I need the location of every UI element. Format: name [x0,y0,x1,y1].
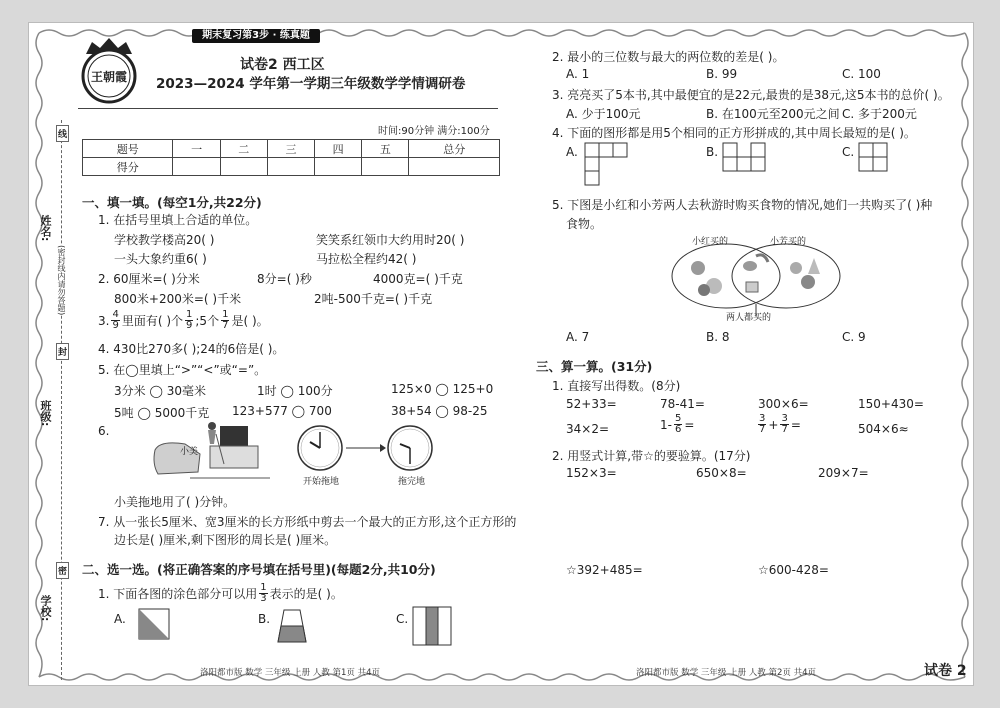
pentomino-a [584,142,630,188]
s2-q5a: 5. 下图是小红和小芳两人去秋游时购买食物的情况,她们一共购买了( )种 [552,198,933,212]
s1-q1d: 马拉松全程约42( ) [316,252,417,266]
shape-c [412,606,452,646]
s2-q4-opt-b[interactable]: B. [706,145,719,159]
time-info: 时间:90分钟 满分:100分 [378,126,490,137]
venn-label-hong: 小红买的 [692,237,729,247]
s1-q7a: 7. 从一张长5厘米、宽3厘米的长方形纸中剪去一个最大的正方形,这个正方形的 [98,515,517,529]
score-input[interactable] [220,158,267,176]
name-label: 姓名: [39,215,52,242]
s2-q5-opt-a[interactable]: A. 7 [566,330,590,344]
s2-q5b: 食物。 [566,217,603,231]
footer-right: 洛阳都市版 数学 三年级 上册 人教 第2页 共4页 [636,668,817,678]
s2-q1-opt-a[interactable]: A. [114,612,126,626]
score-table [82,139,500,176]
s2-q2-opt-c[interactable]: C. 100 [842,67,881,81]
score-cell: 五 [362,140,409,158]
s1-q4: 4. 430比270多( );24的6倍是( )。 [98,342,285,356]
s2-q1-post: 表示的是( )。 [269,587,343,601]
s1-q2d: 800米+200米=( )千米 [114,292,242,306]
s3-q2: 2. 用竖式计算,带☆的要验算。(17分) [552,449,751,463]
section3-title: 三、算一算。(31分) [536,359,653,374]
score-cell: 总分 [409,140,500,158]
seal-note: (密封线内请勿答题) [57,245,66,316]
s1-q5e: 123+577 ◯ 700 [232,404,332,418]
seal-char-secret: 密 [56,562,69,579]
calc-item: 78-41= [660,397,705,411]
fraction-1-3: $\frac{1}{3}$ [260,582,267,604]
vertical-calc-item: 152×3= [566,466,617,480]
s2-q5-opt-b[interactable]: B. 8 [706,330,730,344]
calc-item: 150+430= [858,397,924,411]
school-label: 学校: [39,595,52,622]
seal-char-seal: 封 [56,343,69,360]
s2-q3-opt-b[interactable]: B. 在100元至200元之间 [706,107,840,121]
seal-line [61,120,62,680]
q3-text2: ;5个 [195,314,220,328]
paper-subtitle: 2023—2024 学年第一学期三年级数学学情调研卷 [156,76,466,92]
s2-q1-pre: 1. 下面各图的涂色部分可以用 [98,587,258,601]
s1-q1a: 学校教学楼高20( ) [114,233,215,247]
girl-name: 小美 [180,447,199,457]
header-rule [78,108,498,109]
score-row [83,158,500,176]
score-cell: 二 [220,140,267,158]
calc-item: 300×6= [758,397,809,411]
s1-q5d: 5吨 ◯ 5000千克 [114,406,210,420]
s1-q6-text: 小美拖地用了( )分钟。 [114,495,236,509]
s1-q6: 6. [98,424,110,438]
fraction-1-9: $\frac{1}{9}$ [186,309,193,331]
s2-q4-opt-a[interactable]: A. [566,145,578,159]
vertical-calc-item: ☆600-428= [758,563,829,577]
s1-q5f: 38+54 ◯ 98-25 [391,404,488,418]
s1-q2c: 4000克=( )千克 [373,272,463,286]
s1-q2b: 8分=( )秒 [257,272,312,286]
calc-item-fraction-plus: $\frac{3}{7}$ + $\frac{3}{7}$ = [759,413,801,435]
vertical-calc-item: 209×7= [818,466,869,480]
paper-badge: 试卷 2 [924,663,967,679]
publisher-logo [78,36,140,106]
s2-q5-opt-c[interactable]: C. 9 [842,330,866,344]
q3-text1: 里面有( )个 [121,314,184,328]
venn-label-fang: 小芳买的 [770,237,807,247]
logo-text: 王朝霞 [90,70,128,84]
s1-q2a: 2. 60厘米=( )分米 [98,272,200,286]
fraction-5-6: $\frac{5}{6}$ [674,413,682,435]
fraction-3-7: $\frac{3}{7}$ [759,413,766,435]
score-cell: 一 [173,140,220,158]
calc-item-fraction-minus: 1- $\frac{5}{6}$ = [660,413,695,435]
clock-end-label: 拖完地 [398,477,426,487]
calc-item: 52+33= [566,397,617,411]
clock-start-label: 开始拖地 [303,477,340,487]
s1-q1b: 笑笑系红领巾大约用时20( ) [316,233,465,247]
score-cell: 四 [315,140,362,158]
mopping-illustration [150,420,275,482]
s1-q3 [98,310,269,331]
s2-q1 [98,583,343,604]
s1-q7b: 边长是( )厘米,剩下图形的周长是( )厘米。 [114,533,337,547]
fraction-3-7: $\frac{3}{7}$ [781,413,788,435]
pentomino-c [858,142,890,174]
score-input[interactable] [362,158,409,176]
s2-q1-opt-c[interactable]: C. [396,612,409,626]
s1-q5b: 1时 ◯ 100分 [257,384,333,398]
s2-q3-opt-c[interactable]: C. 多于200元 [842,107,917,121]
score-header-row [83,140,500,158]
seal-char-line: 线 [56,125,69,142]
s2-q2: 2. 最小的三位数与最大的两位数的差是( )。 [552,50,785,64]
calc-item: 504×6≈ [858,422,909,436]
score-input[interactable] [267,158,314,176]
score-input[interactable] [173,158,220,176]
s2-q4: 4. 下面的图形都是用5个相同的正方形拼成的,其中周长最短的是( )。 [552,126,916,140]
s2-q2-opt-a[interactable]: A. 1 [566,67,590,81]
s2-q3: 3. 亮亮买了5本书,其中最便宜的是22元,最贵的是38元,这5本书的总价( )。 [552,88,950,102]
s2-q3-opt-a[interactable]: A. 少于100元 [566,107,641,121]
s1-q5c: 125×0 ◯ 125+0 [391,382,494,396]
shape-a [138,608,170,640]
s3-q1: 1. 直接写出得数。(8分) [552,379,681,393]
q3-text3: 是( )。 [231,314,269,328]
q3-number: 3. [98,313,110,328]
s2-q4-opt-c[interactable]: C. [842,145,855,159]
vertical-calc-item: 650×8= [696,466,747,480]
fraction-1-7: $\frac{1}{7}$ [222,309,229,331]
score-input[interactable] [409,158,500,176]
paper-title: 试卷2 西工区 [240,57,325,73]
class-label: 班级: [39,400,52,427]
s1-q1c: 一头大象约重6( ) [114,252,207,266]
review-banner: 期末复习第3步 · 练真题 [192,29,320,43]
calc-item: 34×2= [566,422,610,436]
venn-label-both: 两人都买的 [726,313,772,323]
s2-q2-opt-b[interactable]: B. 99 [706,67,738,81]
pentomino-b [722,142,768,174]
score-cell: 三 [267,140,314,158]
section2-title: 二、选一选。(将正确答案的序号填在括号里)(每题2分,共10分) [82,562,436,577]
fraction-4-9: $\frac{4}{9}$ [112,309,119,331]
footer-left: 洛阳都市版 数学 三年级 上册 人教 第1页 共4页 [200,668,381,678]
score-cell: 得分 [83,158,173,176]
s1-q1: 1. 在括号里填上合适的单位。 [98,213,258,227]
s1-q2e: 2吨-500千克=( )千克 [314,292,433,306]
score-cell: 题号 [83,140,173,158]
s2-q1-opt-b[interactable]: B. [258,612,271,626]
s1-q5a: 3分米 ◯ 30毫米 [114,384,206,398]
section1-title: 一、填一填。(每空1分,共22分) [82,195,262,210]
vertical-calc-item: ☆392+485= [566,563,643,577]
s1-q5: 5. 在◯里填上“>”“<”或“=”。 [98,363,267,377]
shape-b [276,608,308,644]
score-input[interactable] [315,158,362,176]
